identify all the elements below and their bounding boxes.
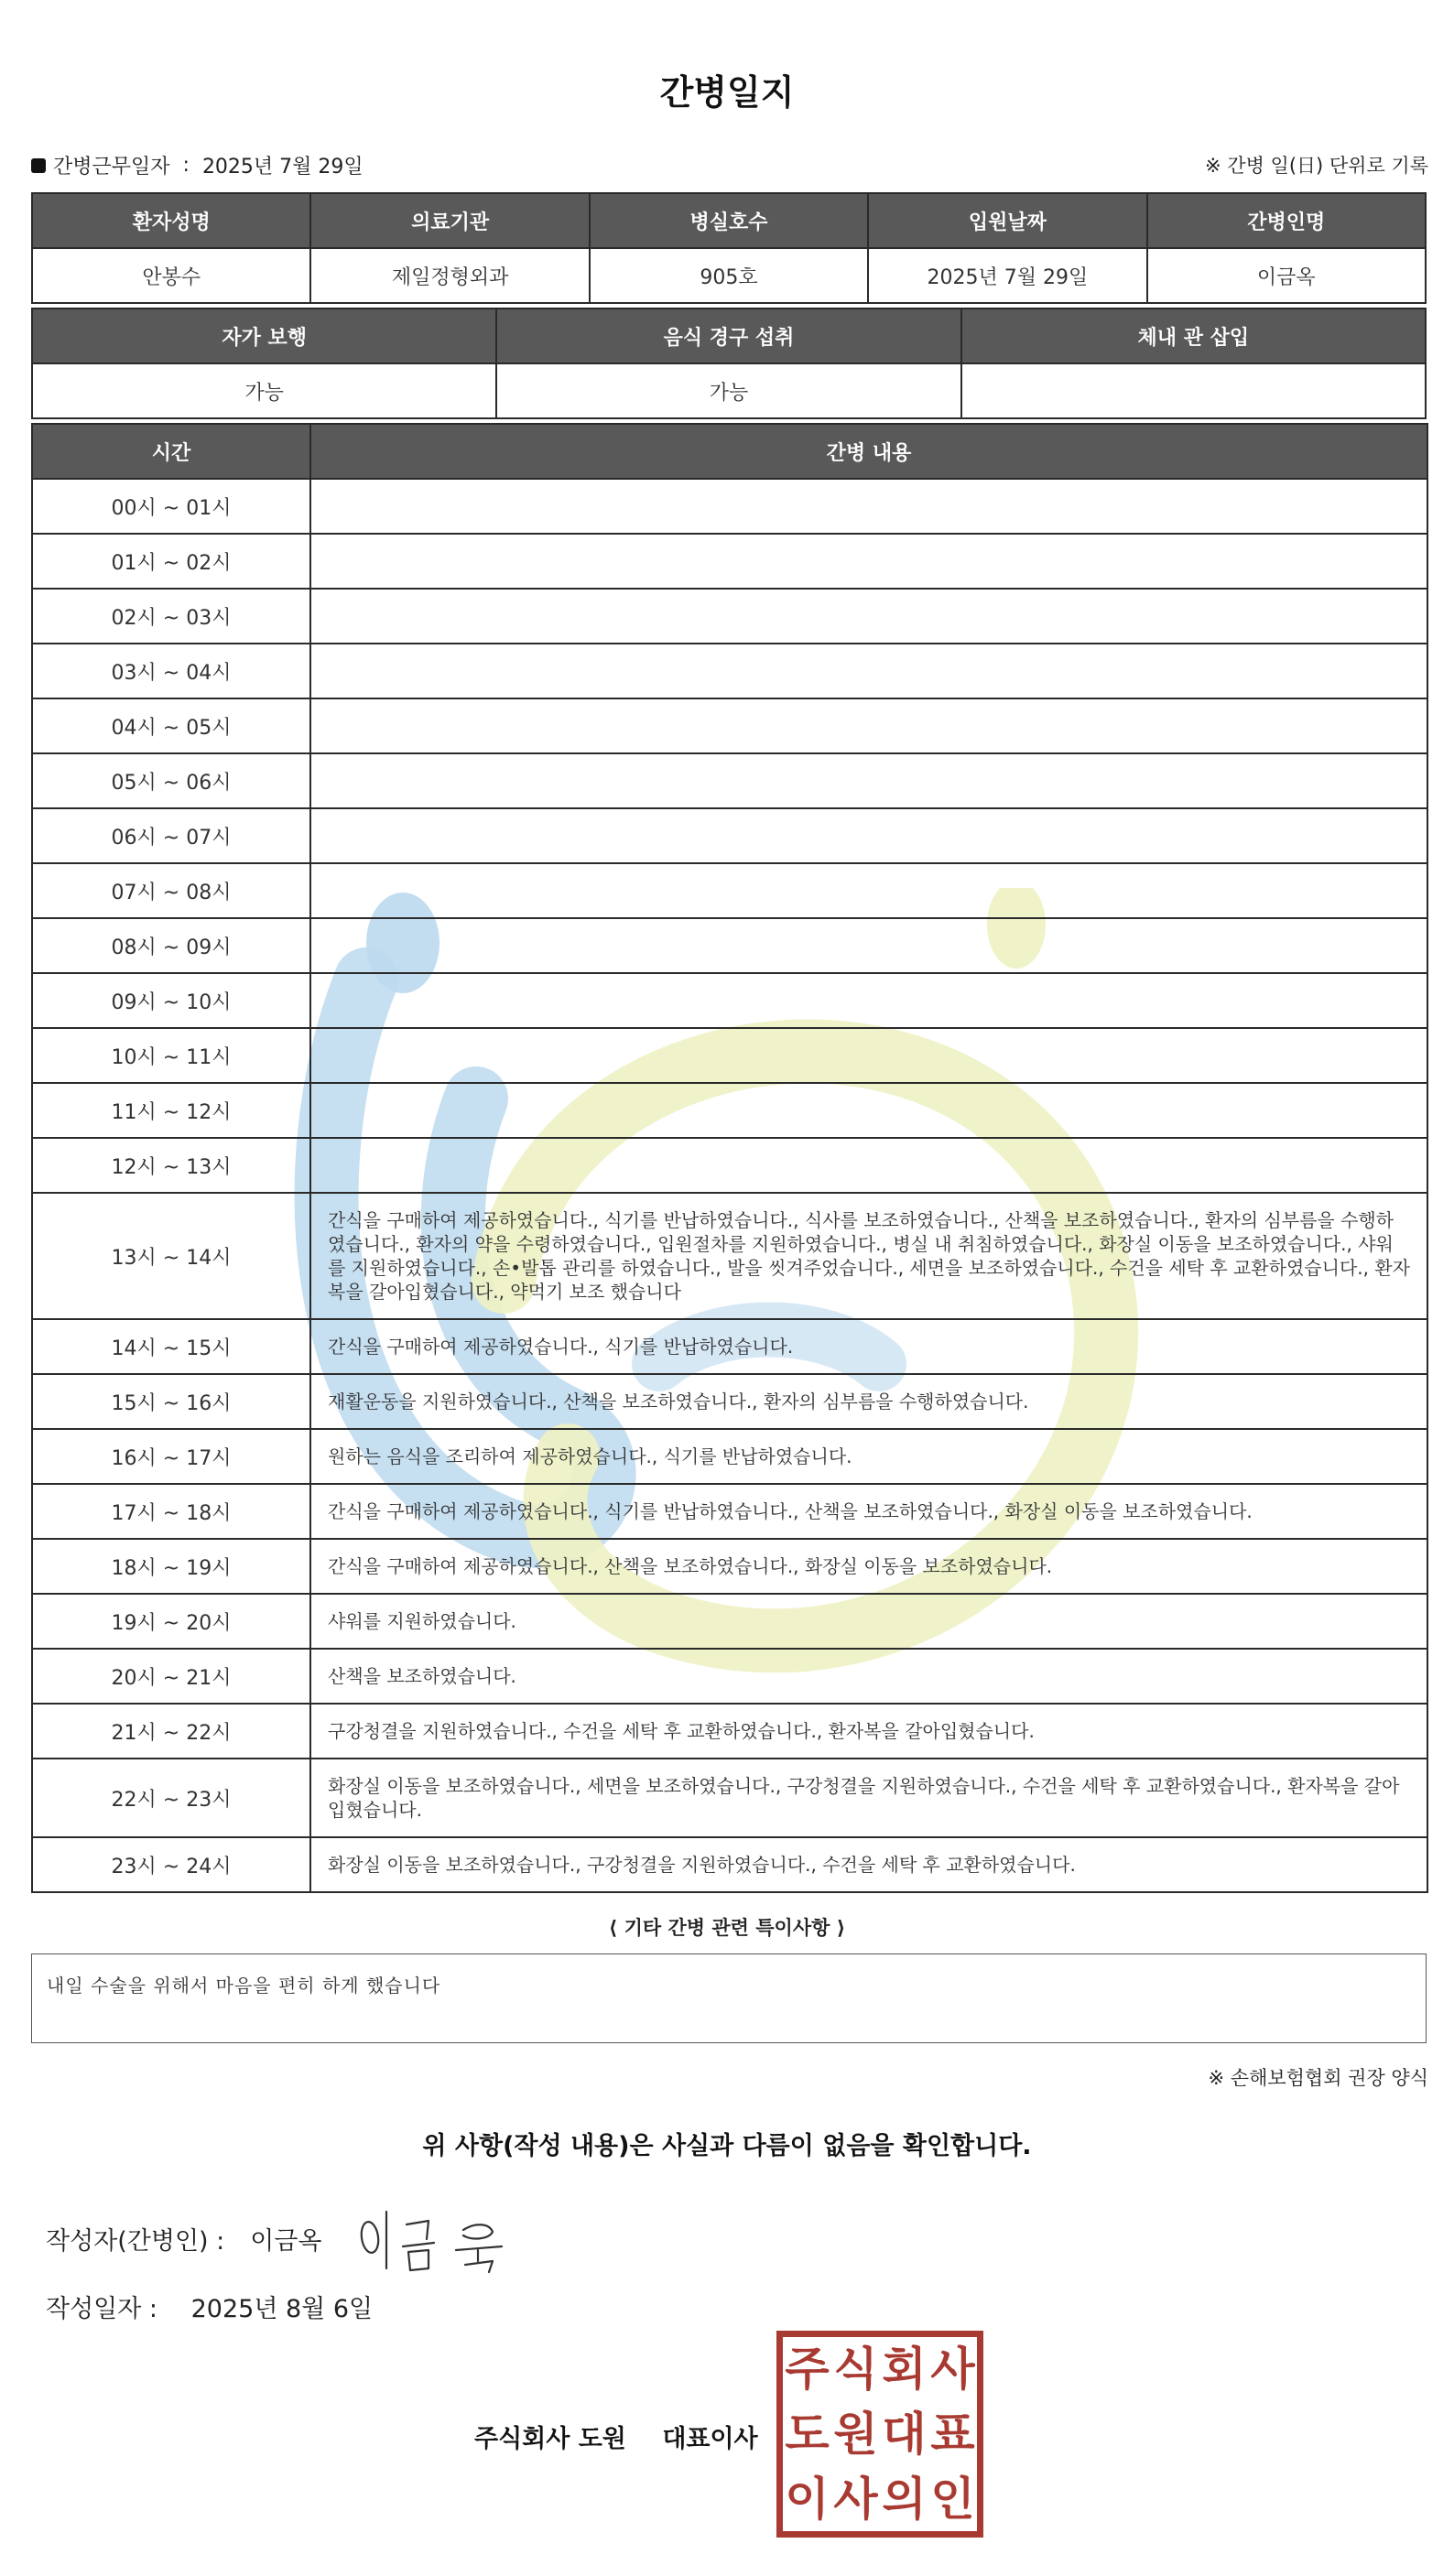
log-row <box>32 753 1427 808</box>
work-date-separator: : <box>182 154 190 177</box>
work-date-value: 2025년 7월 29일 <box>201 156 364 179</box>
log-row <box>32 589 1427 644</box>
log-content: 재활운동을 지원하였습니다., 산책을 보조하였습니다., 환자의 심부름을 수행하였습니다. <box>310 1374 1427 1429</box>
patient-info-table <box>31 192 1427 304</box>
log-row <box>32 1028 1427 1083</box>
seal-character: 주 <box>785 2343 830 2397</box>
log-time: 17시 ~ 18시 <box>32 1484 310 1539</box>
log-time: 05시 ~ 06시 <box>32 753 310 808</box>
log-row <box>32 1539 1427 1594</box>
seal-character: 원 <box>833 2407 878 2461</box>
log-row <box>32 863 1427 918</box>
log-time: 03시 ~ 04시 <box>32 644 310 698</box>
seal-character: 이 <box>785 2472 830 2526</box>
header-patient-name: 환자성명 <box>32 193 310 248</box>
log-content: 간식을 구매하여 제공하였습니다., 식기를 반납하였습니다. <box>310 1319 1427 1374</box>
hospital: 제일정형외과 <box>310 248 589 303</box>
log-time: 10시 ~ 11시 <box>32 1028 310 1083</box>
log-content: 원하는 음식을 조리하여 제공하였습니다., 식기를 반납하였습니다. <box>310 1429 1427 1484</box>
handwritten-signature <box>355 2195 520 2278</box>
header-time: 시간 <box>32 424 310 479</box>
log-content <box>310 1028 1427 1083</box>
seal-character: 표 <box>930 2407 975 2461</box>
log-time: 04시 ~ 05시 <box>32 698 310 753</box>
log-content <box>310 753 1427 808</box>
log-content <box>310 534 1427 589</box>
log-content <box>310 918 1427 973</box>
header-room-number: 병실호수 <box>590 193 868 248</box>
seal-character: 사 <box>930 2343 975 2397</box>
log-content <box>310 644 1427 698</box>
log-content <box>310 808 1427 863</box>
log-time: 02시 ~ 03시 <box>32 589 310 644</box>
log-row <box>32 534 1427 589</box>
log-content <box>310 863 1427 918</box>
unit-note: ※ 간병 일(日) 단위로 기록 <box>1205 155 1428 177</box>
log-row <box>32 1193 1427 1319</box>
seal-character: 도 <box>785 2407 830 2461</box>
log-row <box>32 808 1427 863</box>
log-time: 11시 ~ 12시 <box>32 1083 310 1138</box>
log-time: 19시 ~ 20시 <box>32 1594 310 1649</box>
caregiver-name: 이금옥 <box>1147 248 1426 303</box>
header-care-content: 간병 내용 <box>310 424 1427 479</box>
log-content <box>310 479 1427 534</box>
header-tube-insertion: 체내 관 삽입 <box>961 308 1426 363</box>
log-content: 간식을 구매하여 제공하였습니다., 식기를 반납하였습니다., 산책을 보조하였습니다., 화장실 이동을 보조하였습니다. <box>310 1484 1427 1539</box>
work-date-label: 간병근무일자 <box>53 156 170 179</box>
document-title: 간병일지 <box>659 72 795 113</box>
log-time: 07시 ~ 08시 <box>32 863 310 918</box>
seal-character: 회 <box>882 2343 927 2397</box>
written-date-label: 작성일자 : <box>46 2295 158 2323</box>
log-row <box>32 1138 1427 1193</box>
log-row <box>32 644 1427 698</box>
log-row <box>32 1484 1427 1539</box>
oral-intake-value: 가능 <box>496 363 960 418</box>
log-row <box>32 918 1427 973</box>
log-row <box>32 1759 1427 1837</box>
log-time: 18시 ~ 19시 <box>32 1539 310 1594</box>
log-content: 화장실 이동을 보조하였습니다., 세면을 보조하였습니다., 구강청결을 지원하였습니다., 수건을 세탁 후 교환하였습니다., 환자복을 갈아입혔습니다. <box>310 1759 1427 1837</box>
log-time: 23시 ~ 24시 <box>32 1837 310 1892</box>
header-hospital: 의료기관 <box>310 193 589 248</box>
log-row <box>32 1704 1427 1759</box>
header-admission-date: 입원날짜 <box>868 193 1146 248</box>
author-label: 작성자(간병인) : <box>46 2227 225 2256</box>
seal-character: 식 <box>833 2343 878 2397</box>
author-name: 이금옥 <box>250 2227 322 2256</box>
company-name: 주식회사 도원 <box>474 2425 626 2453</box>
written-date-value: 2025년 8월 6일 <box>190 2295 374 2323</box>
log-content: 산책을 보조하였습니다. <box>310 1649 1427 1704</box>
patient-name: 안봉수 <box>32 248 310 303</box>
log-row <box>32 479 1427 534</box>
log-time: 20시 ~ 21시 <box>32 1649 310 1704</box>
form-source-note: ※ 손해보험협회 권장 양식 <box>1208 2067 1428 2089</box>
room-number: 905호 <box>590 248 868 303</box>
log-time: 14시 ~ 15시 <box>32 1319 310 1374</box>
seal-character: 의 <box>882 2472 927 2526</box>
log-time: 08시 ~ 09시 <box>32 918 310 973</box>
log-content <box>310 1083 1427 1138</box>
log-time: 13시 ~ 14시 <box>32 1193 310 1319</box>
log-row <box>32 1374 1427 1429</box>
self-walking-value: 가능 <box>32 363 496 418</box>
seal-character: 사 <box>833 2472 878 2526</box>
log-row <box>32 973 1427 1028</box>
log-content: 구강청결을 지원하였습니다., 수건을 세탁 후 교환하였습니다., 환자복을 갈아입혔습니다. <box>310 1704 1427 1759</box>
log-content <box>310 1138 1427 1193</box>
seal-character: 대 <box>882 2407 927 2461</box>
log-time: 09시 ~ 10시 <box>32 973 310 1028</box>
log-row <box>32 1837 1427 1892</box>
log-content <box>310 973 1427 1028</box>
log-time: 21시 ~ 22시 <box>32 1704 310 1759</box>
log-time: 01시 ~ 02시 <box>32 534 310 589</box>
admission-date: 2025년 7월 29일 <box>868 248 1146 303</box>
seal-character: 인 <box>930 2472 975 2526</box>
log-row <box>32 1649 1427 1704</box>
header-self-walking: 자가 보행 <box>32 308 496 363</box>
log-time: 06시 ~ 07시 <box>32 808 310 863</box>
company-line <box>474 2419 758 2454</box>
care-log-body <box>32 479 1427 1892</box>
tube-insertion-value <box>961 363 1426 418</box>
square-bullet-icon <box>31 158 46 173</box>
work-date-row <box>31 151 364 179</box>
log-content: 샤워를 지원하였습니다. <box>310 1594 1427 1649</box>
confirmation-statement: 위 사항(작성 내용)은 사실과 다름이 없음을 확인합니다. <box>422 2132 1032 2160</box>
log-time: 00시 ~ 01시 <box>32 479 310 534</box>
header-caregiver-name: 간병인명 <box>1147 193 1426 248</box>
log-content <box>310 589 1427 644</box>
notes-box: 내일 수술을 위해서 마음을 편히 하게 했습니다 <box>31 1954 1427 2043</box>
log-row <box>32 1083 1427 1138</box>
care-log-table <box>31 423 1428 1893</box>
log-content: 간식을 구매하여 제공하였습니다., 산책을 보조하였습니다., 화장실 이동을 보조하였습니다. <box>310 1539 1427 1594</box>
log-time: 12시 ~ 13시 <box>32 1138 310 1193</box>
written-date-row <box>46 2289 373 2324</box>
company-seal <box>776 2331 983 2538</box>
log-row <box>32 698 1427 753</box>
log-row <box>32 1594 1427 1649</box>
company-representative: 대표이사 <box>662 2425 758 2453</box>
log-row <box>32 1319 1427 1374</box>
header-oral-intake: 음식 경구 섭취 <box>496 308 960 363</box>
log-content <box>310 698 1427 753</box>
log-time: 16시 ~ 17시 <box>32 1429 310 1484</box>
patient-status-table <box>31 308 1427 419</box>
author-row <box>46 2221 322 2257</box>
log-time: 22시 ~ 23시 <box>32 1759 310 1837</box>
log-content: 화장실 이동을 보조하였습니다., 구강청결을 지원하였습니다., 수건을 세탁 후 교환하였습니다. <box>310 1837 1427 1892</box>
notes-heading: ⟨ 기타 간병 관련 특이사항 ⟩ <box>608 1917 846 1939</box>
log-content: 간식을 구매하여 제공하였습니다., 식기를 반납하였습니다., 식사를 보조하였습니다., 산책을 보조하였습니다., 환자의 심부름을 수행하였습니다., 환자의 약을 수령하였습니다., 입원절차를 지원하였습니다., 병실 내 취침하였습니다., 화장실 이동을 보조하였습니다., 샤워를 지원하였습니다., 손•발톱 관리를 하였습니다., 발을 씻겨주었습니다., 세면을 보조하였습니다., 수건을 세탁 후 교환하였습니다., 환자복을 갈아입혔습니다., 약먹기 보조 했습니다 <box>310 1193 1427 1319</box>
log-time: 15시 ~ 16시 <box>32 1374 310 1429</box>
log-row <box>32 1429 1427 1484</box>
